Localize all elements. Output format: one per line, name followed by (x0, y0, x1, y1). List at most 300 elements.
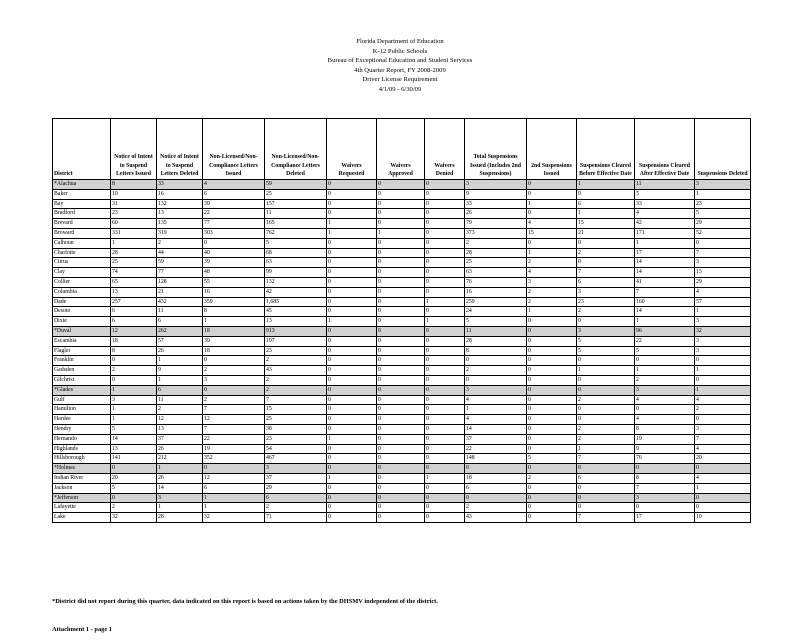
value-cell: 0 (377, 219, 425, 229)
value-cell: 0 (425, 415, 465, 425)
value-cell: 0 (527, 356, 577, 366)
value-cell: 0 (425, 209, 465, 219)
value-cell: 0 (327, 454, 377, 464)
value-cell: 1 (695, 366, 751, 376)
value-cell: 1 (203, 503, 265, 513)
col-header-noncompliance-issued: Non-Licensed/Non-Compliance Letters Issued (203, 119, 265, 180)
value-cell: 0 (695, 375, 751, 385)
value-cell: 22 (203, 434, 265, 444)
value-cell: 63 (265, 258, 327, 268)
table-row (53, 375, 751, 385)
value-cell: 13 (157, 209, 203, 219)
value-cell: 0 (377, 385, 425, 395)
col-header-notice-deleted: Notice of Intent to Suspend Letters Deleted (157, 119, 203, 180)
value-cell: 0 (527, 395, 577, 405)
value-cell: 18 (203, 346, 265, 356)
value-cell: 13 (111, 444, 157, 454)
value-cell: 132 (265, 277, 327, 287)
value-cell: 32 (203, 513, 265, 523)
value-cell: 0 (377, 375, 425, 385)
value-cell: 0 (377, 317, 425, 327)
value-cell: 0 (377, 356, 425, 366)
value-cell: 0 (635, 405, 695, 415)
value-cell: 0 (695, 493, 751, 503)
value-cell: 1 (111, 238, 157, 248)
value-cell: 3 (695, 424, 751, 434)
value-cell: 0 (327, 287, 377, 297)
district-name-cell: Gadsden (53, 366, 111, 376)
value-cell: 6 (577, 199, 635, 209)
value-cell: 16 (203, 287, 265, 297)
value-cell: 0 (425, 180, 465, 190)
value-cell: 20 (111, 473, 157, 483)
value-cell: 18 (465, 473, 527, 483)
value-cell: 33 (157, 180, 203, 190)
value-cell: 1 (111, 405, 157, 415)
value-cell: 24 (465, 307, 527, 317)
table-row (53, 277, 751, 287)
value-cell: 4 (695, 395, 751, 405)
value-cell: 11 (157, 307, 203, 317)
value-cell: 18 (111, 336, 157, 346)
value-cell: 0 (327, 424, 377, 434)
value-cell: 43 (465, 513, 527, 523)
value-cell: 3 (635, 385, 695, 395)
value-cell: 13 (111, 287, 157, 297)
value-cell: 96 (635, 326, 695, 336)
value-cell: 0 (577, 317, 635, 327)
value-cell: 1 (157, 356, 203, 366)
header-line-dept: Florida Department of Education (356, 38, 444, 45)
value-cell: 165 (265, 219, 327, 229)
value-cell: 1 (425, 297, 465, 307)
value-cell: 1 (425, 317, 465, 327)
value-cell: 14 (635, 307, 695, 317)
value-cell: 0 (527, 336, 577, 346)
value-cell: 5 (635, 346, 695, 356)
value-cell: 0 (327, 395, 377, 405)
value-cell: 65 (111, 277, 157, 287)
value-cell: 23 (111, 209, 157, 219)
value-cell: 0 (527, 346, 577, 356)
value-cell: 0 (327, 405, 377, 415)
table-row (53, 199, 751, 209)
value-cell: 4 (635, 415, 695, 425)
value-cell: 0 (327, 493, 377, 503)
value-cell: 3 (577, 287, 635, 297)
table-row (53, 258, 751, 268)
district-name-cell: Gilchrist (53, 375, 111, 385)
header-line-bureau: Bureau of Exceptional Education and Student Services (327, 57, 473, 65)
district-name-cell: Desoto (53, 307, 111, 317)
value-cell: 0 (327, 366, 377, 376)
value-cell: 0 (425, 454, 465, 464)
value-cell: 9 (465, 189, 527, 199)
value-cell: 4 (465, 415, 527, 425)
district-name-cell: Dade (53, 297, 111, 307)
value-cell: 14 (157, 483, 203, 493)
value-cell: 0 (377, 248, 425, 258)
value-cell: 0 (327, 346, 377, 356)
value-cell: 1 (635, 238, 695, 248)
district-name-cell: Bay (53, 199, 111, 209)
value-cell: 0 (577, 415, 635, 425)
value-cell: 6 (157, 317, 203, 327)
value-cell: 0 (377, 238, 425, 248)
value-cell: 6 (157, 385, 203, 395)
table-row (53, 326, 751, 336)
table-row (53, 454, 751, 464)
value-cell: 0 (425, 238, 465, 248)
value-cell: 0 (425, 287, 465, 297)
value-cell: 3 (695, 258, 751, 268)
value-cell: 0 (377, 336, 425, 346)
district-name-cell: Hardee (53, 415, 111, 425)
value-cell: 25 (465, 258, 527, 268)
value-cell: 45 (265, 307, 327, 317)
col-header-waivers-approved: Waivers Approved (377, 119, 425, 180)
table-row (53, 434, 751, 444)
value-cell: 2 (577, 434, 635, 444)
value-cell: 68 (265, 248, 327, 258)
value-cell: 6 (577, 277, 635, 287)
value-cell: 0 (327, 513, 377, 523)
value-cell: 0 (327, 268, 377, 278)
table-row (53, 228, 751, 238)
value-cell: 0 (527, 444, 577, 454)
value-cell: 1 (327, 434, 377, 444)
value-cell: 7 (203, 405, 265, 415)
value-cell: 0 (577, 238, 635, 248)
value-cell: 7 (635, 287, 695, 297)
table-row (53, 513, 751, 523)
value-cell: 7 (635, 483, 695, 493)
value-cell: 14 (635, 258, 695, 268)
value-cell: 1 (635, 317, 695, 327)
value-cell: 262 (157, 326, 203, 336)
district-name-cell: Collier (53, 277, 111, 287)
value-cell: 0 (425, 258, 465, 268)
value-cell: 0 (425, 395, 465, 405)
value-cell: 37 (265, 473, 327, 483)
table-body (53, 180, 751, 523)
value-cell: 0 (425, 375, 465, 385)
value-cell: 2 (203, 395, 265, 405)
value-cell: 6 (203, 189, 265, 199)
value-cell: 2 (465, 366, 527, 376)
value-cell: 0 (377, 307, 425, 317)
value-cell: 2 (465, 503, 527, 513)
value-cell: 0 (377, 444, 425, 454)
value-cell: 0 (327, 483, 377, 493)
value-cell: 1 (577, 180, 635, 190)
district-name-cell: Lake (53, 513, 111, 523)
value-cell: 3 (157, 493, 203, 503)
value-cell: 28 (157, 513, 203, 523)
header-line-period: 4/1/09 - 6/30/09 (378, 85, 422, 93)
value-cell: 1 (111, 385, 157, 395)
value-cell: 762 (265, 228, 327, 238)
value-cell: 1 (203, 493, 265, 503)
value-cell: 7 (695, 248, 751, 258)
value-cell: 0 (425, 434, 465, 444)
value-cell: 5 (635, 189, 695, 199)
value-cell: 55 (203, 277, 265, 287)
value-cell: 10 (695, 513, 751, 523)
value-cell: 1 (327, 317, 377, 327)
value-cell: 0 (577, 503, 635, 513)
value-cell: 0 (695, 464, 751, 474)
value-cell: 0 (465, 493, 527, 503)
district-name-cell: Charlotte (53, 248, 111, 258)
value-cell: 2 (527, 287, 577, 297)
value-cell: 25 (265, 415, 327, 425)
value-cell: 9 (635, 444, 695, 454)
value-cell: 0 (327, 209, 377, 219)
value-cell: 0 (527, 464, 577, 474)
value-cell: 28 (465, 336, 527, 346)
district-name-cell: *Duval (53, 326, 111, 336)
value-cell: 319 (157, 228, 203, 238)
value-cell: 148 (465, 454, 527, 464)
value-cell: 1 (577, 209, 635, 219)
footer-attachment: Attachment 1 - page 1 (52, 626, 112, 634)
value-cell: 1 (577, 366, 635, 376)
table-row (53, 385, 751, 395)
district-name-cell: Columbia (53, 287, 111, 297)
value-cell: 0 (327, 444, 377, 454)
value-cell: 8 (465, 346, 527, 356)
value-cell: 13 (265, 317, 327, 327)
value-cell: 33 (465, 199, 527, 209)
value-cell: 11 (265, 209, 327, 219)
value-cell: 0 (327, 189, 377, 199)
value-cell: 6 (111, 307, 157, 317)
value-cell: 0 (425, 424, 465, 434)
value-cell: 39 (203, 336, 265, 346)
value-cell: 31 (111, 199, 157, 209)
value-cell: 17 (635, 513, 695, 523)
value-cell: 2 (577, 248, 635, 258)
value-cell: 257 (111, 297, 157, 307)
value-cell: 7 (203, 424, 265, 434)
value-cell: 0 (527, 385, 577, 395)
value-cell: 4 (635, 209, 695, 219)
value-cell: 2 (635, 375, 695, 385)
district-name-cell: *Jefferson (53, 493, 111, 503)
value-cell: 12 (203, 473, 265, 483)
value-cell: 1 (695, 189, 751, 199)
value-cell: 5 (265, 238, 327, 248)
value-cell: 7 (577, 454, 635, 464)
value-cell: 0 (577, 356, 635, 366)
district-name-cell: Hendry (53, 424, 111, 434)
value-cell: 0 (327, 277, 377, 287)
value-cell: 0 (425, 513, 465, 523)
value-cell: 5 (577, 336, 635, 346)
value-cell: 1 (695, 307, 751, 317)
suspension-report-table (52, 118, 751, 523)
value-cell: 1 (377, 228, 425, 238)
value-cell: 0 (527, 326, 577, 336)
value-cell: 28 (465, 248, 527, 258)
value-cell: 1 (527, 199, 577, 209)
value-cell: 23 (265, 434, 327, 444)
value-cell: 19 (203, 444, 265, 454)
value-cell: 2 (577, 307, 635, 317)
value-cell: 0 (425, 268, 465, 278)
value-cell: 0 (377, 483, 425, 493)
value-cell: 0 (377, 424, 425, 434)
value-cell: 0 (327, 503, 377, 513)
value-cell: 0 (377, 209, 425, 219)
value-cell: 0 (377, 434, 425, 444)
value-cell: 26 (465, 209, 527, 219)
district-name-cell: *Holmes (53, 464, 111, 474)
value-cell: 0 (327, 336, 377, 346)
value-cell: 77 (203, 219, 265, 229)
district-name-cell: Gulf (53, 395, 111, 405)
value-cell: 23 (577, 297, 635, 307)
value-cell: 4 (465, 395, 527, 405)
value-cell: 212 (157, 454, 203, 464)
value-cell: 0 (527, 493, 577, 503)
value-cell: 15 (265, 405, 327, 415)
value-cell: 0 (327, 307, 377, 317)
value-cell: 42 (635, 219, 695, 229)
district-name-cell: Calhoun (53, 238, 111, 248)
value-cell: 5 (111, 424, 157, 434)
value-cell: 0 (377, 503, 425, 513)
value-cell: 0 (327, 248, 377, 258)
value-cell: 1 (327, 473, 377, 483)
value-cell: 0 (327, 258, 377, 268)
value-cell: 0 (377, 258, 425, 268)
header-line-requirement: Driver License Requirement (362, 76, 438, 84)
value-cell: 28 (111, 248, 157, 258)
value-cell: 135 (157, 219, 203, 229)
value-cell: 0 (527, 366, 577, 376)
value-cell: 0 (327, 464, 377, 474)
table-row (53, 317, 751, 327)
value-cell: 32 (111, 513, 157, 523)
value-cell: 0 (577, 464, 635, 474)
value-cell: 1 (577, 444, 635, 454)
value-cell: 0 (327, 356, 377, 366)
value-cell: 6 (465, 483, 527, 493)
value-cell: 0 (425, 356, 465, 366)
value-cell: 20 (695, 454, 751, 464)
value-cell: 3 (527, 277, 577, 287)
value-cell: 0 (425, 346, 465, 356)
value-cell: 2 (203, 366, 265, 376)
table-row (53, 464, 751, 474)
value-cell: 25 (265, 189, 327, 199)
value-cell: 2 (265, 385, 327, 395)
value-cell: 0 (377, 189, 425, 199)
value-cell: 14 (635, 268, 695, 278)
value-cell: 0 (327, 385, 377, 395)
district-name-cell: Dixie (53, 317, 111, 327)
value-cell: 0 (377, 464, 425, 474)
value-cell: 0 (377, 180, 425, 190)
value-cell: 0 (527, 375, 577, 385)
value-cell: 8 (635, 424, 695, 434)
value-cell: 303 (203, 228, 265, 238)
value-cell: 13 (695, 268, 751, 278)
district-name-cell: Indian River (53, 473, 111, 483)
value-cell: 2 (111, 366, 157, 376)
value-cell: 1 (327, 228, 377, 238)
value-cell: 0 (111, 464, 157, 474)
value-cell: 0 (695, 415, 751, 425)
district-name-cell: Hernando (53, 434, 111, 444)
district-name-cell: Flagler (53, 346, 111, 356)
value-cell: 17 (635, 248, 695, 258)
district-name-cell: *Glades (53, 385, 111, 395)
value-cell: 0 (327, 297, 377, 307)
value-cell: 3 (695, 180, 751, 190)
value-cell: 7 (577, 268, 635, 278)
value-cell: 3 (695, 336, 751, 346)
value-cell: 0 (577, 493, 635, 503)
value-cell: 32 (695, 326, 751, 336)
value-cell: 0 (527, 415, 577, 425)
value-cell: 3 (465, 385, 527, 395)
value-cell: 197 (265, 336, 327, 346)
value-cell: 42 (265, 287, 327, 297)
value-cell: 43 (265, 366, 327, 376)
district-name-cell: Clay (53, 268, 111, 278)
value-cell: 0 (327, 199, 377, 209)
value-cell: 0 (527, 424, 577, 434)
value-cell: 1 (157, 375, 203, 385)
value-cell: 0 (377, 297, 425, 307)
value-cell: 160 (635, 297, 695, 307)
table-row (53, 503, 751, 513)
value-cell: 0 (377, 395, 425, 405)
value-cell: 1 (203, 317, 265, 327)
value-cell: 76 (635, 454, 695, 464)
value-cell: 4 (695, 287, 751, 297)
table-row (53, 180, 751, 190)
value-cell: 0 (203, 356, 265, 366)
report-footer (52, 578, 438, 644)
value-cell: 1 (695, 385, 751, 395)
district-name-cell: Broward (53, 228, 111, 238)
value-cell: 0 (527, 405, 577, 415)
value-cell: 0 (425, 503, 465, 513)
col-header-notice-issued: Notice of Intent to Suspend Letters Issued (111, 119, 157, 180)
table-row (53, 336, 751, 346)
value-cell: 0 (377, 346, 425, 356)
value-cell: 432 (157, 297, 203, 307)
value-cell: 0 (111, 493, 157, 503)
value-cell: 0 (377, 268, 425, 278)
value-cell: 0 (527, 434, 577, 444)
value-cell: 44 (157, 248, 203, 258)
value-cell: 0 (425, 326, 465, 336)
value-cell: 8 (635, 473, 695, 483)
value-cell: 0 (465, 356, 527, 366)
value-cell: 0 (111, 356, 157, 366)
value-cell: 1,685 (265, 297, 327, 307)
value-cell: 57 (695, 297, 751, 307)
value-cell: 0 (377, 473, 425, 483)
value-cell: 2 (695, 405, 751, 415)
value-cell: 3 (695, 317, 751, 327)
value-cell: 48 (203, 268, 265, 278)
